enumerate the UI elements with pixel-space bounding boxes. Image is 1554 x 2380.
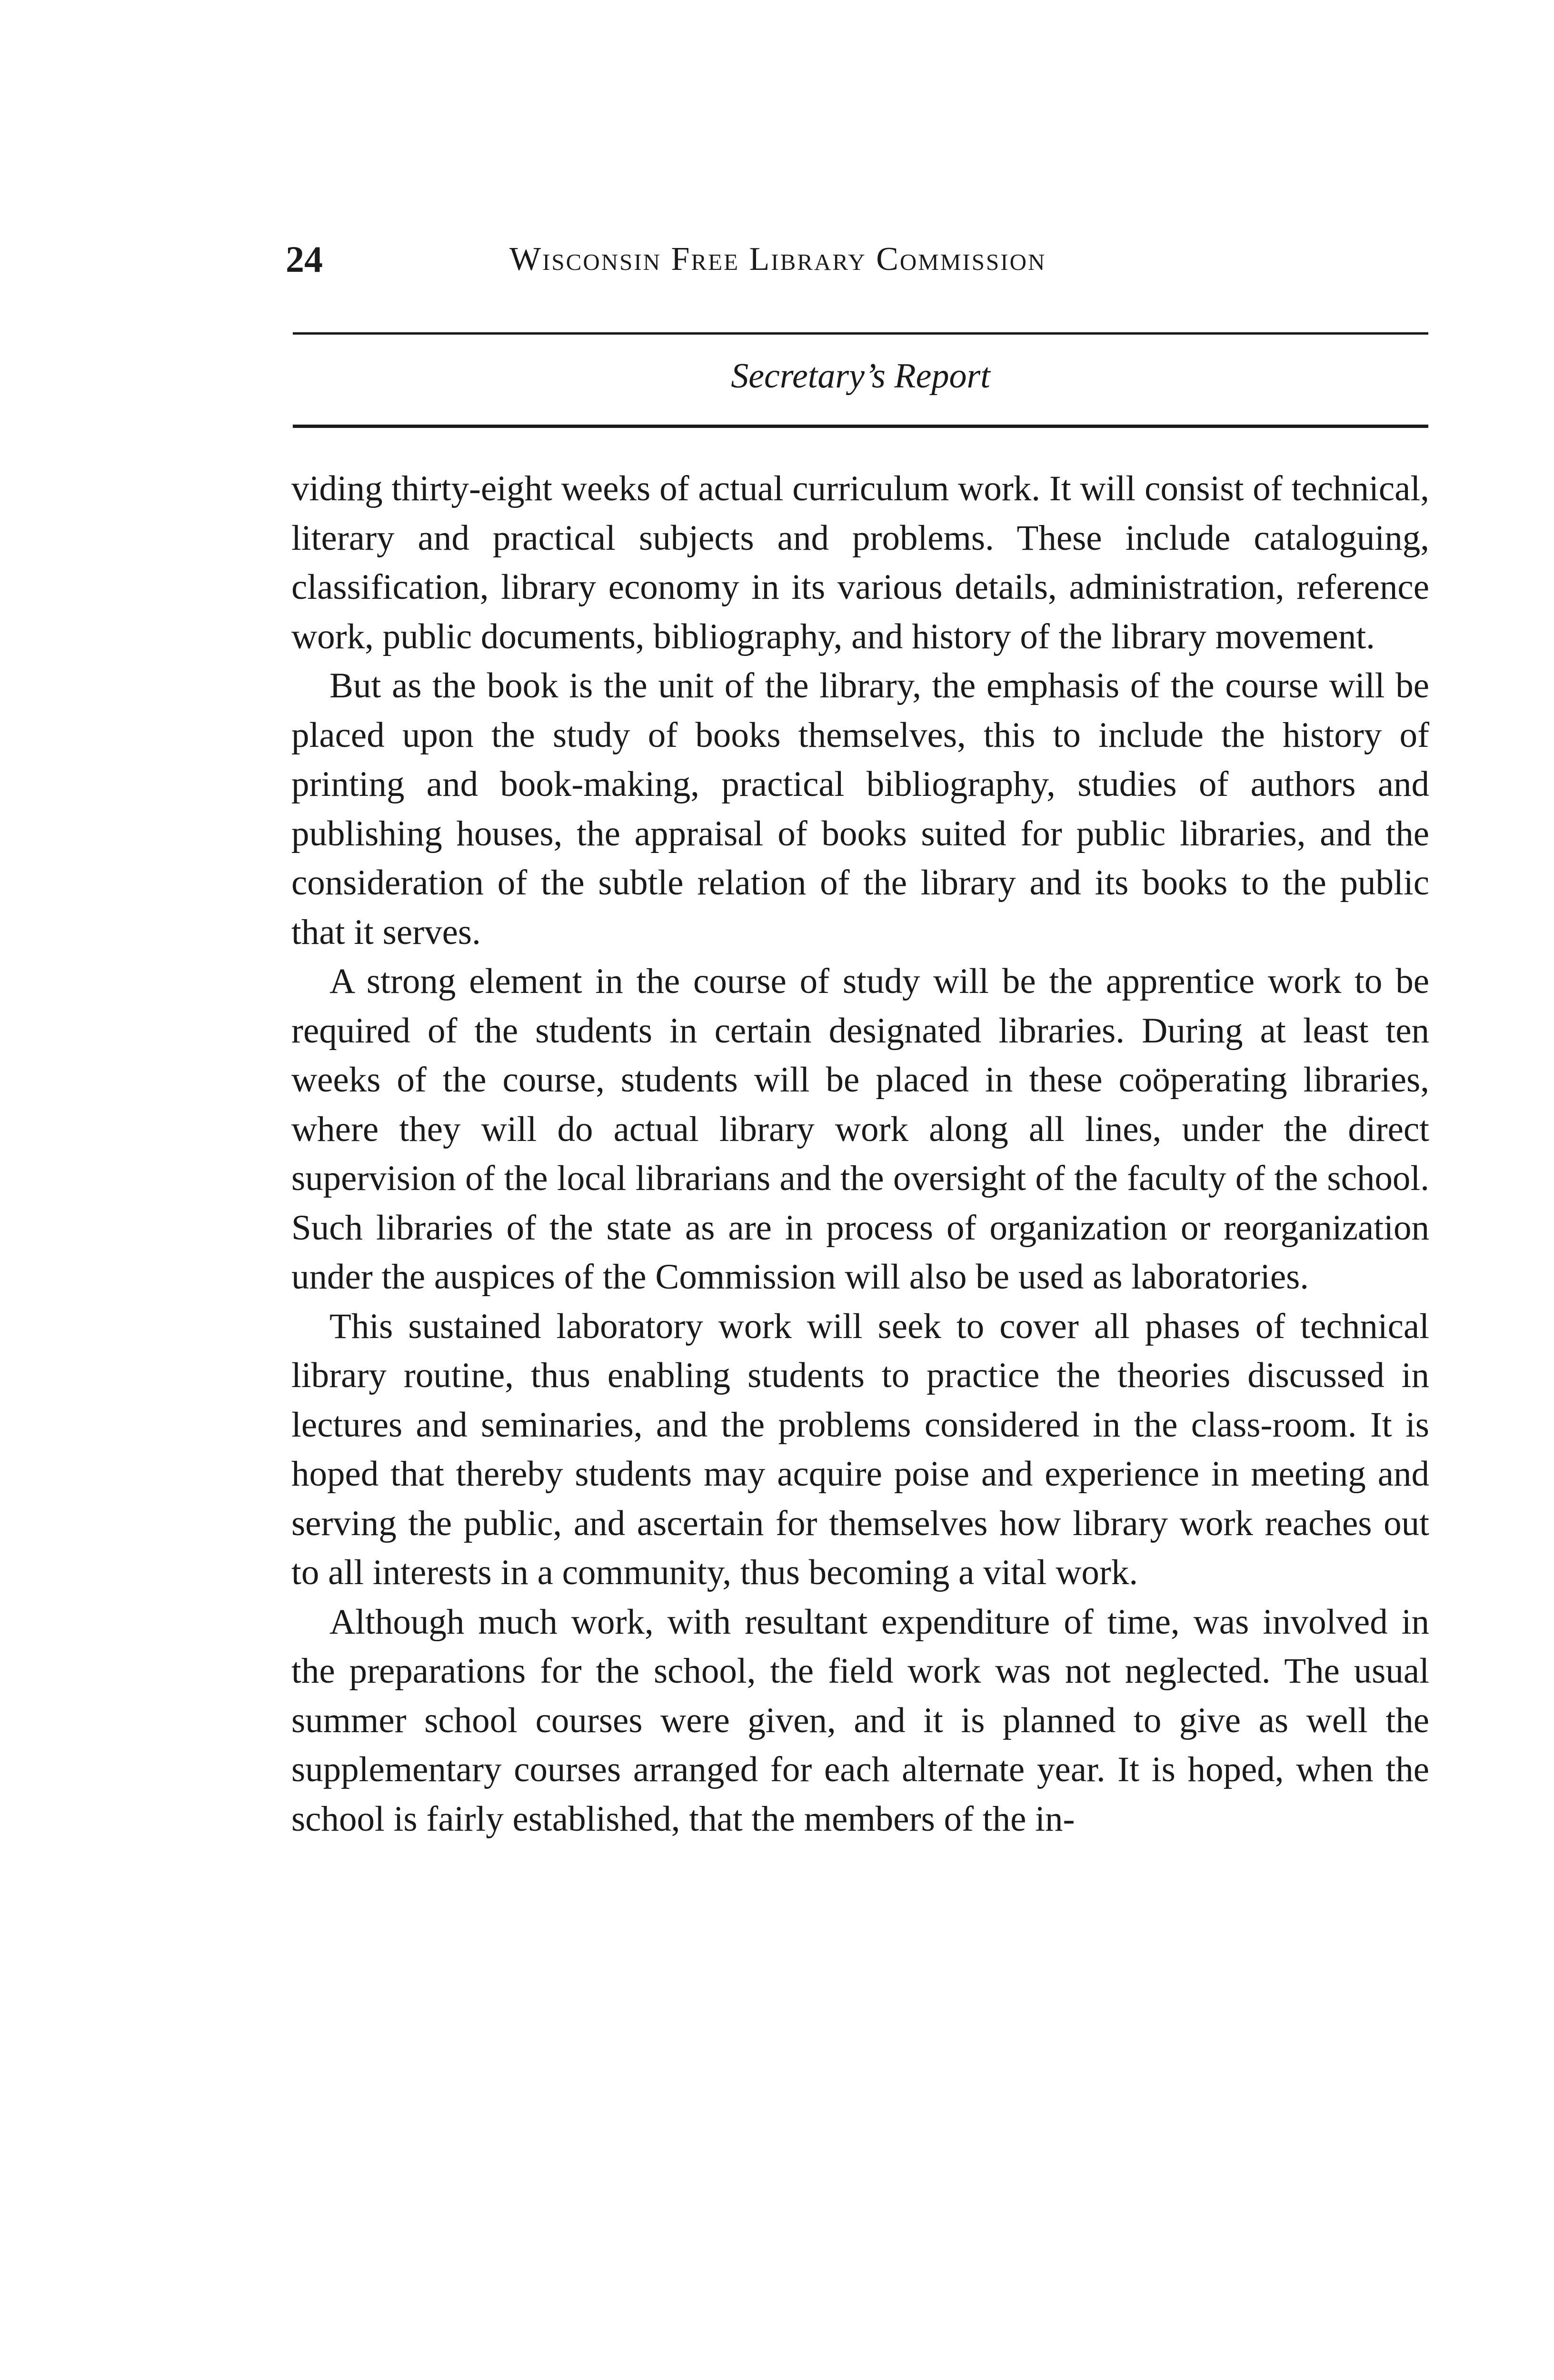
paragraph-4: This sustained laboratory work will seek to cover all phases of technical library routine, thus enabling students to practice the theories discussed in lectures and seminaries, and the problems considered in the class-room. It is hoped that thereby students may acquire poise and experience in meeting and serving the public, and ascertain for themselves how library work reaches out to all interests in a community, thus becoming a vital work. (291, 1306, 1429, 1592)
section-title: Secretary’s Report (731, 357, 990, 396)
header-rule-top (293, 332, 1428, 335)
body-text (291, 464, 1429, 1844)
paragraph-2: But as the book is the unit of the library, the emphasis of the course will be placed upon the study of books themselves, this to include the history of printing and book-making, practical bibliography, studies of authors and publishing houses, the appraisal of books suited for public libraries, and the consideration of the subtle relation of the library and its books to the public that it serves. (291, 666, 1429, 952)
journal-title: Wisconsin Free Library Commission (509, 241, 1046, 278)
page-number: 24 (286, 238, 323, 280)
running-head (286, 233, 1428, 286)
paragraph-5: Although much work, with resultant expenditure of time, was involved in the preparations for the school, the field work was not neglected. The usual summer school courses were given, and it is planned to give as well the supplementary courses arranged for each alternate year. It is hoped, when the school is fairly established, that the members of the in- (291, 1602, 1429, 1839)
paragraph-3: A strong element in the course of study will be the apprentice work to be required of the students in certain designated libraries. During at least ten weeks of the course, students will be placed in these coöperating libraries, where they will do actual library work along all lines, under the direct supervision of the local librarians and the oversight of the faculty of the school. Such libraries of the state as are in process of organization or reorganization under the auspices of the Commission will also be used as laboratories. (291, 962, 1429, 1297)
paragraph-1: viding thirty-eight weeks of actual curriculum work. It will consist of technical, literary and practical subjects and problems. These include cataloguing, classification, library economy in its various details, administration, reference work, public documents, bibliography, and history of the library movement. (291, 469, 1429, 656)
header-rule-bottom (293, 425, 1428, 428)
